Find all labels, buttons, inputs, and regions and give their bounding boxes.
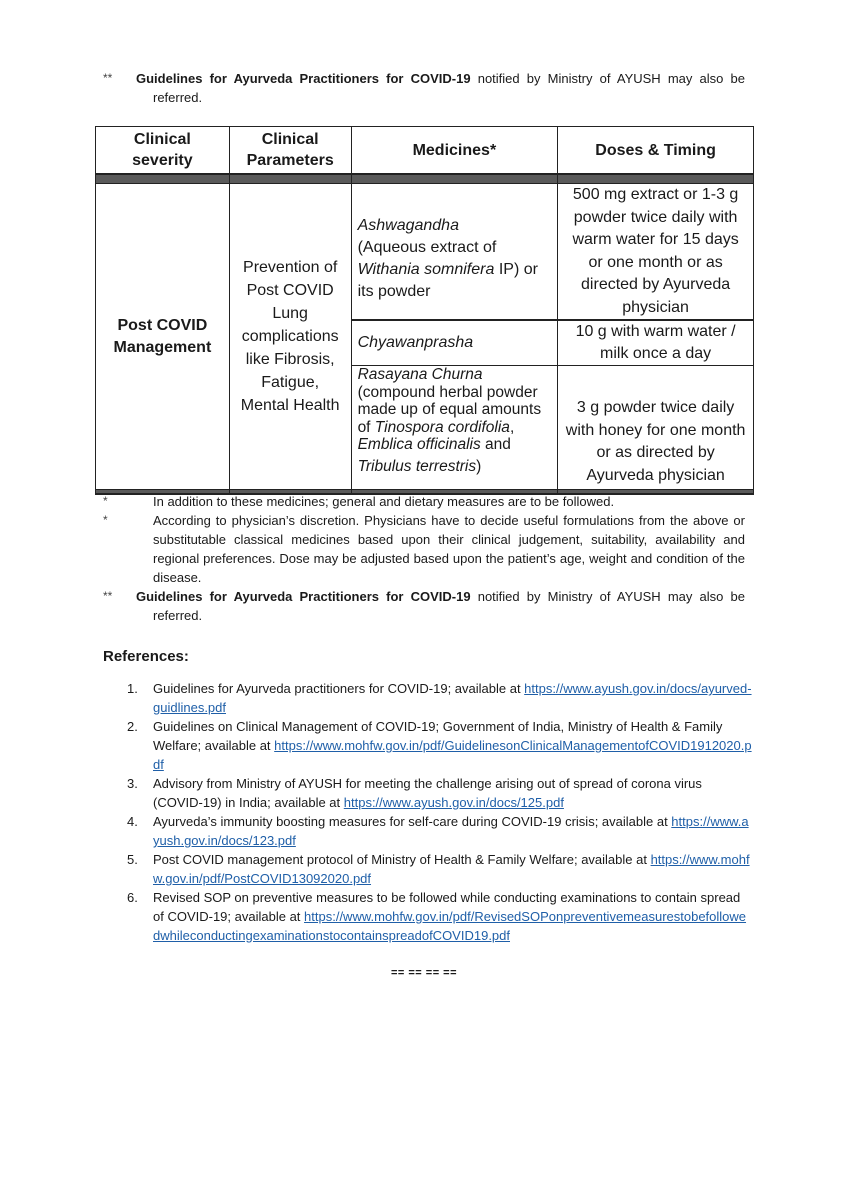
separator: ) — [476, 457, 482, 475]
separator: , — [509, 418, 515, 436]
reference-text: Guidelines on Clinical Management of COVID-19; Government of India, Ministry of Health & Family Welfare; available at — [153, 719, 723, 753]
medicine-detail: (Aqueous extract of — [357, 238, 497, 256]
reference-link[interactable]: https://www.mohfw.gov.in/pdf/RevisedSOPonpreventivemeasurestobefollowedwhileconductingexaminationstocontainspreadofCOVID19.pdf — [153, 909, 747, 943]
table-row — [96, 184, 754, 321]
medicine-cell-ashwagandha — [351, 184, 558, 321]
treatment-table — [95, 126, 754, 495]
header-doses-timing: Doses & Timing — [558, 127, 754, 175]
reference-link[interactable]: https://www.ayush.gov.in/docs/125.pdf — [343, 795, 564, 810]
medicine-species: Tinospora cordifolia — [374, 418, 510, 436]
reference-link[interactable]: https://www.mohfw.gov.in/pdf/GuidelinesonClinicalManagementofCOVID1912020.pdf — [153, 738, 752, 772]
end-of-document-mark: == == == == — [390, 967, 458, 979]
medicine-name: Ashwagandha — [357, 216, 459, 234]
table-header-row — [96, 127, 754, 175]
asterisk-mark: * — [103, 513, 108, 527]
medicine-detail: (compound herbal powder made up of equal amounts of — [357, 383, 542, 436]
separator: and — [480, 436, 511, 453]
reference-text: Post COVID management protocol of Ministry of Health & Family Welfare; available at — [153, 852, 651, 867]
reference-number: 3. — [127, 776, 138, 791]
guideline-rest: notified by Ministry of AYUSH may also be referred. — [153, 589, 745, 623]
header-clinical-parameters: Clinical Parameters — [229, 127, 351, 175]
medicine-species: Withania somnifera — [357, 260, 495, 278]
reference-number: 5. — [127, 852, 138, 867]
reference-item — [103, 679, 753, 717]
medicine-detail: IP) or its powder — [357, 260, 538, 300]
footnote-text: In addition to these medicines; general and dietary measures are to be followed. — [153, 494, 615, 509]
parameters-cell: Prevention of Post COVID Lung complications like Fibrosis, Fatigue, Mental Health — [229, 184, 351, 490]
header-clinical-severity: Clinical severity — [96, 127, 230, 175]
reference-link[interactable]: https://www.ayush.gov.in/docs/ayurved-guidlines.pdf — [153, 681, 752, 715]
dose-cell: 10 g with warm water / milk once a day — [558, 320, 754, 366]
dose-cell: 500 mg extract or 1-3 g powder twice daily with warm water for 15 days or one month or as directed by Ayurveda physician — [558, 184, 754, 321]
top-guideline-note — [103, 69, 745, 107]
medicine-species: Emblica officinalis — [357, 436, 481, 453]
guideline-rest: notified by Ministry of AYUSH may also be referred. — [153, 71, 745, 105]
reference-item — [103, 717, 753, 774]
references-list — [103, 679, 753, 945]
footnote-text: According to physician’s discretion. Physicians have to decide useful formulations from the above or substitutable classical medicines based upon their clinical judgement, suitability, availability and regional preferences. Dose may be adjusted based upon the patient’s age, weight and condition of the disease. — [153, 513, 745, 585]
reference-text: Guidelines for Ayurveda practitioners for COVID-19; available at — [153, 681, 525, 696]
medicine-cell-rasayana-churna — [351, 366, 558, 490]
double-asterisk-mark: ** — [103, 71, 113, 85]
reference-number: 4. — [127, 814, 138, 829]
footnote-physician-discretion — [103, 511, 745, 587]
reference-item — [103, 888, 753, 945]
header-medicines: Medicines* — [351, 127, 558, 175]
reference-text: Ayurveda’s immunity boosting measures for self-care during COVID-19 crisis; available at — [153, 814, 672, 829]
guideline-title: Guidelines for Ayurveda Practitioners for COVID-19 — [136, 71, 471, 86]
medicine-name: Rasayana Churna — [357, 366, 483, 383]
asterisk-mark: * — [103, 494, 108, 508]
guideline-title: Guidelines for Ayurveda Practitioners for COVID-19 — [136, 589, 471, 604]
reference-item — [103, 850, 753, 888]
footnote-general-measures — [103, 492, 745, 511]
footnote-guidelines — [103, 587, 745, 625]
reference-link[interactable]: https://www.ayush.gov.in/docs/123.pdf — [153, 814, 749, 848]
reference-number: 2. — [127, 719, 138, 734]
header-divider — [96, 174, 754, 184]
reference-item — [103, 812, 753, 850]
medicine-name: Chyawanprasha — [357, 334, 474, 351]
dose-cell: 3 g powder twice daily with honey for one month or as directed by Ayurveda physician — [558, 366, 754, 490]
severity-cell: Post COVID Management — [96, 184, 230, 490]
references-heading: References: — [103, 648, 189, 665]
reference-text: Advisory from Ministry of AYUSH for meeting the challenge arising out of spread of corona virus (COVID-19) in India; available at — [153, 776, 702, 810]
double-asterisk-mark: ** — [103, 589, 113, 603]
reference-number: 1. — [127, 681, 138, 696]
reference-link[interactable]: https://www.mohfw.gov.in/pdf/PostCOVID13092020.pdf — [153, 852, 750, 886]
reference-item — [103, 774, 753, 812]
medicine-species: Tribulus terrestris — [357, 457, 477, 475]
medicine-cell-chyawanprasha — [351, 320, 558, 366]
reference-number: 6. — [127, 890, 138, 905]
reference-text: Revised SOP on preventive measures to be followed while conducting examinations to contain spread of COVID-19; available at — [153, 890, 741, 924]
